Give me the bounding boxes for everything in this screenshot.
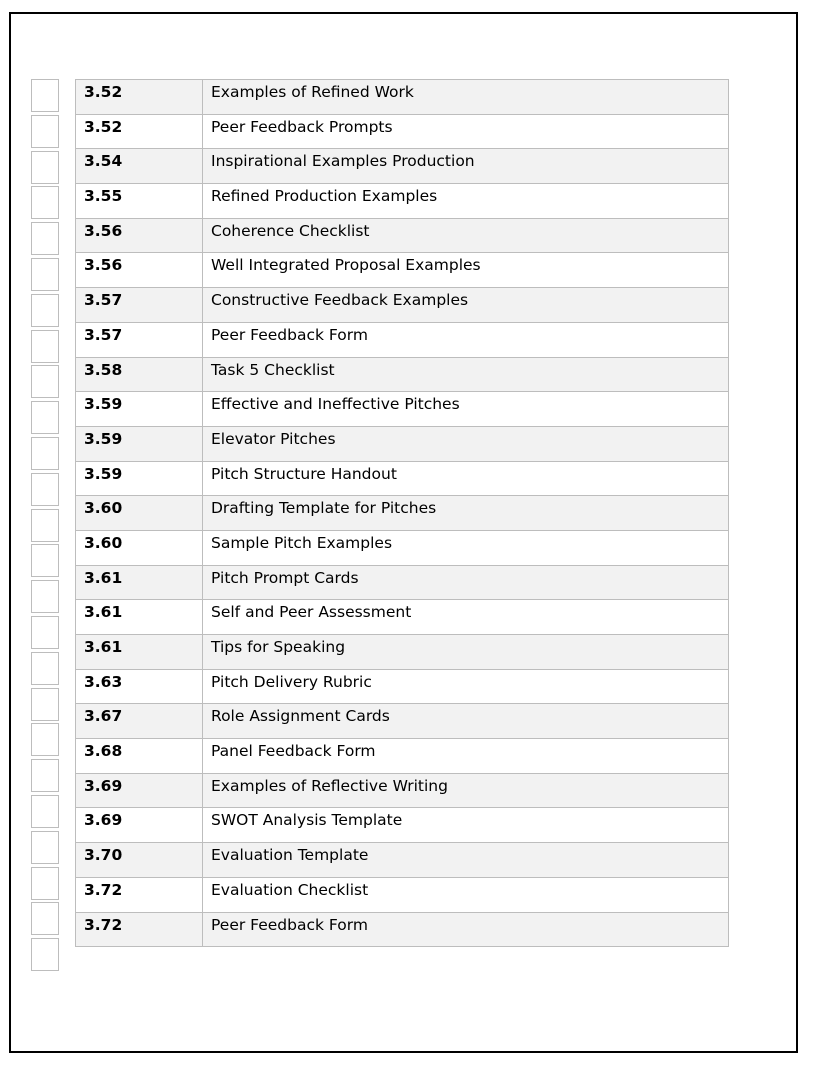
section-number: 3.59 xyxy=(76,461,203,496)
resource-title: Drafting Template for Pitches xyxy=(203,496,729,531)
table-row xyxy=(76,635,729,670)
section-number: 3.55 xyxy=(76,184,203,219)
row-checkbox[interactable] xyxy=(31,723,59,756)
table-row xyxy=(76,253,729,288)
resource-title: Task 5 Checklist xyxy=(203,357,729,392)
table-row xyxy=(76,704,729,739)
section-number: 3.72 xyxy=(76,912,203,947)
resource-title: Examples of Refined Work xyxy=(203,80,729,115)
resource-table-body xyxy=(76,80,729,947)
row-checkbox[interactable] xyxy=(31,365,59,398)
row-checkbox[interactable] xyxy=(31,186,59,219)
table-row xyxy=(76,322,729,357)
table-row xyxy=(76,669,729,704)
table-row xyxy=(76,357,729,392)
row-checkbox[interactable] xyxy=(31,437,59,470)
row-checkbox[interactable] xyxy=(31,652,59,685)
table-row xyxy=(76,912,729,947)
table-row xyxy=(76,565,729,600)
row-checkbox[interactable] xyxy=(31,831,59,864)
resource-title: SWOT Analysis Template xyxy=(203,808,729,843)
table-row xyxy=(76,496,729,531)
resource-title: Pitch Structure Handout xyxy=(203,461,729,496)
section-number: 3.69 xyxy=(76,773,203,808)
row-checkbox[interactable] xyxy=(31,580,59,613)
table-row xyxy=(76,843,729,878)
table-row xyxy=(76,600,729,635)
resource-title: Elevator Pitches xyxy=(203,426,729,461)
section-number: 3.58 xyxy=(76,357,203,392)
row-checkbox[interactable] xyxy=(31,473,59,506)
section-number: 3.54 xyxy=(76,149,203,184)
resource-title: Evaluation Checklist xyxy=(203,877,729,912)
resource-title: Peer Feedback Form xyxy=(203,912,729,947)
section-number: 3.56 xyxy=(76,253,203,288)
resource-title: Sample Pitch Examples xyxy=(203,530,729,565)
section-number: 3.67 xyxy=(76,704,203,739)
resource-title: Pitch Prompt Cards xyxy=(203,565,729,600)
row-checkbox[interactable] xyxy=(31,902,59,935)
resource-title: Peer Feedback Prompts xyxy=(203,114,729,149)
resource-title: Pitch Delivery Rubric xyxy=(203,669,729,704)
table-row xyxy=(76,80,729,115)
table-row xyxy=(76,184,729,219)
section-number: 3.59 xyxy=(76,426,203,461)
resource-title: Well Integrated Proposal Examples xyxy=(203,253,729,288)
checkbox-column xyxy=(31,79,61,974)
row-checkbox[interactable] xyxy=(31,151,59,184)
resource-title: Refined Production Examples xyxy=(203,184,729,219)
row-checkbox[interactable] xyxy=(31,759,59,792)
section-number: 3.60 xyxy=(76,530,203,565)
row-checkbox[interactable] xyxy=(31,688,59,721)
table-row xyxy=(76,114,729,149)
table-row xyxy=(76,218,729,253)
section-number: 3.52 xyxy=(76,114,203,149)
table-row xyxy=(76,149,729,184)
resource-title: Effective and Ineffective Pitches xyxy=(203,392,729,427)
resource-title: Self and Peer Assessment xyxy=(203,600,729,635)
table-row xyxy=(76,808,729,843)
row-checkbox[interactable] xyxy=(31,401,59,434)
resource-title: Constructive Feedback Examples xyxy=(203,288,729,323)
section-number: 3.72 xyxy=(76,877,203,912)
table-row xyxy=(76,877,729,912)
row-checkbox[interactable] xyxy=(31,795,59,828)
resource-title: Peer Feedback Form xyxy=(203,322,729,357)
row-checkbox[interactable] xyxy=(31,79,59,112)
section-number: 3.61 xyxy=(76,600,203,635)
section-number: 3.70 xyxy=(76,843,203,878)
row-checkbox[interactable] xyxy=(31,115,59,148)
resource-title: Coherence Checklist xyxy=(203,218,729,253)
resource-title: Inspirational Examples Production xyxy=(203,149,729,184)
row-checkbox[interactable] xyxy=(31,222,59,255)
row-checkbox[interactable] xyxy=(31,509,59,542)
row-checkbox[interactable] xyxy=(31,616,59,649)
resource-title: Examples of Reflective Writing xyxy=(203,773,729,808)
table-row xyxy=(76,773,729,808)
table-row xyxy=(76,288,729,323)
table-row xyxy=(76,530,729,565)
table-row xyxy=(76,461,729,496)
section-number: 3.63 xyxy=(76,669,203,704)
table-row xyxy=(76,426,729,461)
resource-title: Role Assignment Cards xyxy=(203,704,729,739)
section-number: 3.61 xyxy=(76,565,203,600)
section-number: 3.61 xyxy=(76,635,203,670)
row-checkbox[interactable] xyxy=(31,330,59,363)
section-number: 3.59 xyxy=(76,392,203,427)
section-number: 3.69 xyxy=(76,808,203,843)
table-row xyxy=(76,392,729,427)
table-row xyxy=(76,739,729,774)
section-number: 3.57 xyxy=(76,288,203,323)
section-number: 3.57 xyxy=(76,322,203,357)
row-checkbox[interactable] xyxy=(31,294,59,327)
section-number: 3.68 xyxy=(76,739,203,774)
section-number: 3.56 xyxy=(76,218,203,253)
row-checkbox[interactable] xyxy=(31,938,59,971)
row-checkbox[interactable] xyxy=(31,258,59,291)
row-checkbox[interactable] xyxy=(31,867,59,900)
resource-title: Tips for Speaking xyxy=(203,635,729,670)
section-number: 3.52 xyxy=(76,80,203,115)
resource-table xyxy=(75,79,729,947)
section-number: 3.60 xyxy=(76,496,203,531)
row-checkbox[interactable] xyxy=(31,544,59,577)
resource-title: Evaluation Template xyxy=(203,843,729,878)
resource-title: Panel Feedback Form xyxy=(203,739,729,774)
